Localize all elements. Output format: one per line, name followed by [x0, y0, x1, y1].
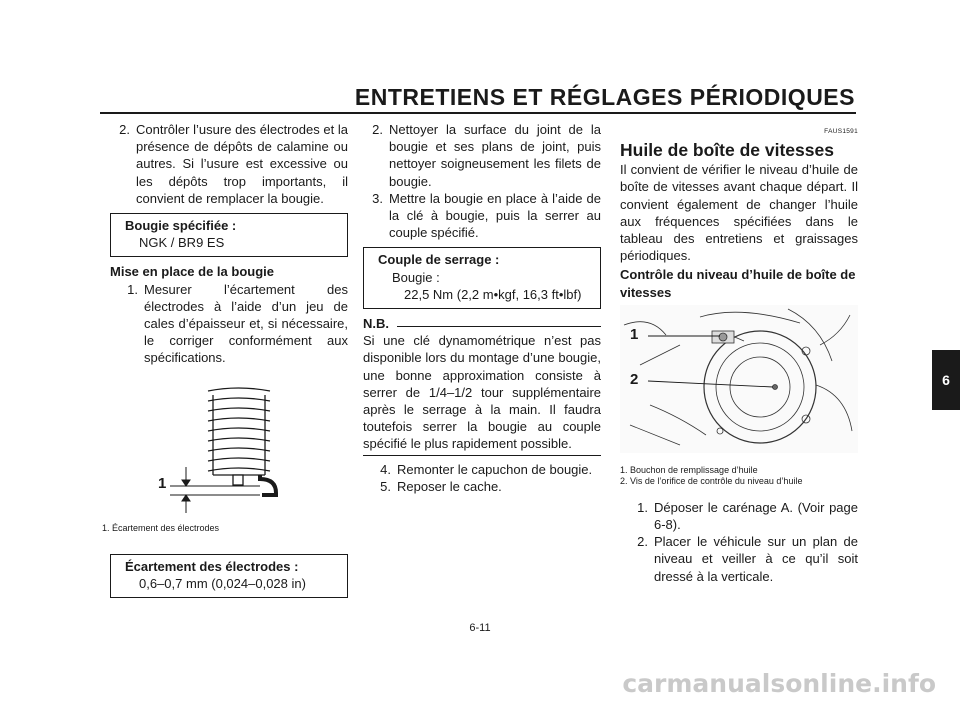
list-item [620, 533, 858, 585]
item-number: 1. [637, 499, 648, 515]
item-number: 2. [372, 122, 383, 137]
item-number: 2. [119, 122, 130, 137]
torque-spec-box [363, 247, 601, 309]
spark-plug-illustration [110, 367, 348, 517]
subheading: Mise en place de la bougie [110, 264, 274, 280]
list-item [110, 281, 348, 367]
list-item [620, 499, 858, 533]
column-1 [102, 121, 348, 604]
figure-callout: 2 [630, 370, 639, 388]
header-rule [100, 112, 856, 114]
note-text: Si une clé dynamométrique n’est pas disponible lors du montage d’une bougie, une bonne approximation consiste à serrer de 1/4–1/2 tour supplémentaire après le serrage à la main. Il faudra toutefois serrer la bougie au couple spécifié le plus rapidement possible. [363, 332, 601, 455]
column-2 [363, 121, 601, 495]
spec-label: Couple de serrage : [378, 252, 500, 268]
section-title: ENTRETIENS ET RÉGLAGES PÉRIODIQUES [354, 84, 855, 110]
figure-caption: 2. Vis de l’orifice de contrôle du niveau d’huile [620, 475, 803, 486]
divider [397, 326, 601, 327]
item-number: 1. [127, 281, 138, 297]
list-item [363, 121, 601, 190]
note-label: N.B. [363, 316, 389, 332]
column-3 [620, 121, 858, 585]
section-heading: Huile de boîte de vitesses [620, 140, 834, 161]
spec-label: Écartement des électrodes : [125, 558, 299, 574]
figure-callout: 1 [158, 474, 167, 492]
item-number: 4. [380, 461, 391, 477]
spec-value: 0,6–0,7 mm (0,024–0,028 in) [139, 575, 306, 591]
item-text: Mesurer l’écartement des électrodes à l’aide d’un jeu de cales d’épaisseur et, si nécessaire, le corriger conformément aux spécifications. [144, 281, 348, 366]
spec-sublabel: Bougie : [392, 269, 440, 285]
list-item [363, 461, 601, 478]
note-heading [363, 315, 601, 332]
spec-label: Bougie spécifiée : [125, 218, 237, 234]
item-text: Remonter le capuchon de bougie. [397, 461, 593, 477]
spark-plug-figure [110, 367, 348, 517]
subheading: Contrôle du niveau d’huile de boîte de vitesses [620, 267, 856, 300]
figure-caption: 1. Bouchon de remplissage d’huile [620, 464, 758, 475]
item-text: Placer le véhicule sur un plan de niveau et veiller à ce qu’il soit dressé à la verticale. [654, 534, 858, 584]
item-number: 2. [637, 534, 648, 550]
item-number: 3. [372, 190, 383, 206]
item-text: Reposer le cache. [397, 478, 502, 494]
watermark: carmanualsonline.info [622, 669, 936, 698]
list-item [363, 478, 601, 495]
chapter-tab: 6 [932, 350, 960, 410]
electrode-gap-spec-box [110, 554, 348, 598]
figure-caption: 1. Écartement des électrodes [102, 522, 220, 533]
item-number: 5. [380, 478, 391, 494]
page-number: 6-11 [469, 622, 491, 634]
engine-illustration [620, 305, 858, 453]
list-item [110, 121, 348, 207]
item-text: Mettre la bougie en place à l’aide de la clé à bougie, puis la serrer au couple spécifié. [389, 190, 601, 241]
engine-photo [620, 305, 858, 453]
item-text: Nettoyer la surface du joint de la bougie et ses plans de joint, puis nettoyer soigneusement les filets de bougie. [389, 122, 601, 189]
reference-code: FAUS1591 [824, 128, 858, 135]
spec-value: NGK / BR9 ES [139, 235, 225, 251]
item-text: Contrôler l’usure des électrodes et la présence de dépôts de calamine ou autres. Si l’usure est excessive ou les dépôts trop importants, il convient de remplacer la bougie. [136, 122, 348, 206]
spark-plug-spec-box [110, 213, 348, 257]
item-text: Déposer le carénage A. (Voir page 6-8). [654, 499, 858, 533]
figure-callout: 1 [630, 325, 639, 343]
list-item [363, 190, 601, 242]
intro-paragraph: Il convient de vérifier le niveau d’huile de boîte de vitesses avant chaque départ. Il convient également de changer l’huile aux fréquences spécifiées dans le tableau des entretiens et graissages périodiques. [620, 162, 858, 264]
spec-value: 22,5 Nm (2,2 m•kgf, 16,3 ft•lbf) [404, 286, 582, 302]
